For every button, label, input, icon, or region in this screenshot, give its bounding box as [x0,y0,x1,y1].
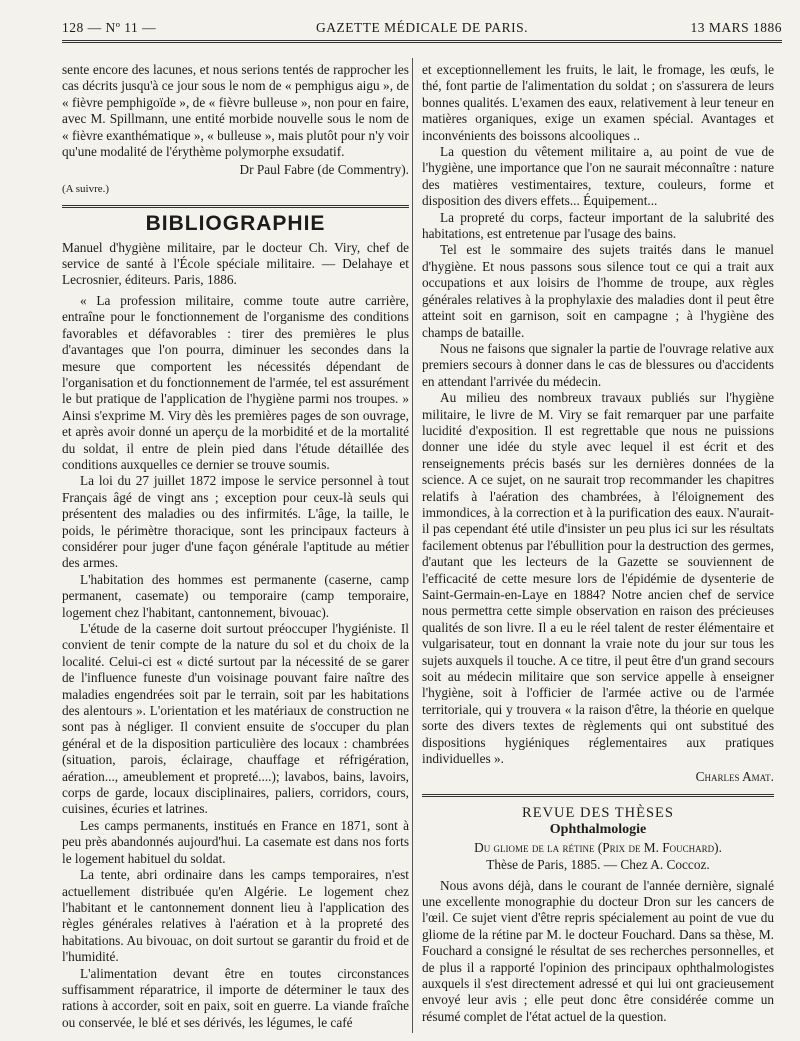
section-divider [62,205,409,208]
body-paragraph: Au milieu des nombreux travaux publiés sur l'hygiène militaire, le livre de M. Viry se fait remarquer par une parfaite lucidité d'exposition. Il est regrettable que nous ne puissions donner une idée du style avec lequel il est écrit et des renseignements précis basés sur les dernières données de la science. A ce sujet, on ne saurait trop recommander les chapitres relatifs à l'aération des chambrées, à l'éloignement des immondices, à la correction et à la purification des eaux. N'aurait-il pas cependant été utile d'insister un peu plus ici sur les résultats facilement obtenus par l'ébullition pour la destruction des germes, d'autant que les lecteurs de la Gazette se souviennent de l'efficacité de cette mesure lors de l'épidémie de dysenterie de Saint-Germain-en-Laye en 1884? Notre ancien chef de service nous permettra cette simple observation en raison des précieuses qualités de son livre. Il a eu le réel talent de rester élémentaire et vulgarisateur, tout en donnant la vraie note du jour sur tous les sujets auxquels il touche. A ce titre, il peut être d'un grand secours soit au médecin militaire que son service appelle à enseigner l'hygiène, soit à l'officier de l'armée active ou de l'armée territoriale, qui y trouvera « la raison d'être, la théorie en quelque sorte des divers textes de règlements qui ont substitué des dispositions hygiéniques réglementaires aux pratiques individuelles ». [422,390,774,767]
thesis-reference: Thèse de Paris, 1885. — Chez A. Coccoz. [486,857,710,873]
body-paragraph: La loi du 27 juillet 1872 impose le service personnel à tout Français âgé de vingt ans ; exception pour ceux-là seuls qui présentent des maladies ou des infirmités. L'âge, la taille, le poids, le périmètre thoracique, sont les principaux facteurs à considérer pour juger d'une façon générale l'aptitude au métier des armes. [62,473,409,571]
body-paragraph: L'étude de la caserne doit surtout préoccuper l'hygiéniste. Il convient de tenir compte de la nature du sol et du choix de la localité. Celui-ci est « dicté surtout par la nécessité de se garer de l'influence funeste d'un voisinage pouvant faire naître des maladies engendrées soit par le terrain, soit par les habitations des alentours ». L'orientation et les matériaux de construction ne sont pas à négliger. Il convient ensuite de s'occuper du plan général et de la disposition particulière des locaux : chambrées (situation, parois, éclairage, chauffage et réfrigération, aération..., ameublement et propreté....); lavabos, bains, lavoirs, corps de garde, locaux disciplinaires, paliers, corridors, cours, cuisines, écuries et latrines. [62,621,409,817]
section-divider [422,794,774,797]
right-column [422,62,774,1025]
issue-date: 13 MARS 1886 [690,20,782,35]
body-paragraph: L'alimentation devant être en toutes circonstances suffisamment réparatrice, il importe de déterminer le taux des rations à accorder, soit en paix, soit en guerre. La viande fraîche ou conservée, le blé et ses dérivés, les légumes, le café [62,965,409,1030]
thesis-title: Du gliome de la rétine (Prix de M. Fouchard). [474,839,722,855]
page-number: 128 — Nº 11 — [62,20,157,35]
body-paragraph: « La profession militaire, comme toute autre carrière, entraîne pour le fonctionnement de l'organisme des conditions favorables et défavorables : tirer des premières le plus d'avantages que l'on pourra, diminuer les secondes dans la mesure que comportent les nécessités dépendant de l'organisation et du fonctionnement de l'armée, tel est assurément le but pratique de l'application de l'hygiène parmi nos troupes. » Ainsi s'exprime M. Viry dès les premières pages de son ouvrage, et après avoir donné un aperçu de la morbidité et de la mortalité du soldat, il entre de plein pied dans l'étude détaillée des conditions auxquelles ce dernier se trouve soumis. [62,292,409,472]
header-rule [62,40,782,43]
body-paragraph: La tente, abri ordinaire dans les camps temporaires, n'est actuellement distribuée qu'en Algérie. Le logement chez l'habitant et le cantonnement donnent lieu à l'application des règles générales relatives à l'aération et à la propreté des habitations. Au bivouac, on doit surtout se garantir du froid et de l'humidité. [62,867,409,965]
revue-subtitle: Ophthalmologie [549,822,647,838]
body-paragraph: Nous avons déjà, dans le courant de l'année dernière, signalé une excellente monographie du docteur Dron sur les cancers de l'œil. Ce sujet vient d'être repris spécialement au point de vue du gliome de la rétine par M. le docteur Fouchard. Dans sa thèse, M. Fouchard a consigné le résultat de ses recherches personnelles, et de plus il a rapporté l'opinion des principaux ophthalmologistes auxquels il s'est directement adressé et qui lui ont gracieusement envoyé leur avis ; elle peut donc être considérée comme un résumé complet de l'état actuel de la question. [422,877,774,1024]
left-column [62,62,409,1031]
body-paragraph: et exceptionnellement les fruits, le lait, le fromage, les œufs, le thé, font partie de l'alimentation du soldat ; on s'assurera de leurs bonnes qualités. L'examen des eaux, relativement à leur teneur en matières organiques, exige un examen spécial. Avantages et inconvénients des boissons alcooliques .. [422,62,774,143]
body-paragraph: Nous ne faisons que signaler la partie de l'ouvrage relative aux premiers secours à donner dans le cas de blessures ou d'accidents en attendant l'arrivée du médecin. [422,340,774,389]
continued-note: (A suivre.) [62,182,110,195]
book-reference: Manuel d'hygiène militaire, par le docteur Ch. Viry, chef de service de santé à l'École spéciale militaire. — Delahaye et Lecrosnier, éditeurs. Paris, 1886. [62,239,409,288]
page-header [62,16,782,38]
column-divider [412,58,413,1033]
body-paragraph: La propreté du corps, facteur important de la salubrité des habitations, est entretenue par l'usage des bains. [422,209,774,242]
body-paragraph: La question du vêtement militaire a, au point de vue de l'hygiène, une importance que l'on ne saurait méconnaître : nature des matières vestimentaires, texture, couleurs, forme et disposition des divers effets... Équipement... [422,144,774,209]
author-signature: Dr Paul Fabre (de Commentry). [239,162,409,178]
body-paragraph: Les camps permanents, institués en France en 1871, sont à peu près abandonnés aujourd'hui. La casemate est dans nos forts le logement habituel du soldat. [62,817,409,866]
review-signature: Charles Amat. [695,769,774,785]
body-paragraph: L'habitation des hommes est permanente (caserne, camp permanent, casemate) ou temporaire (camp temporaire, logement chez l'habitant, cantonnement, bivouac). [62,571,409,620]
body-paragraph: Tel est le sommaire des sujets traités dans le manuel d'hygiène. Et nous passons sous silence tout ce qui a trait aux occupations et aux loisirs de l'homme de troupe, aux règles générales relatives à la prophylaxie des maladies dont il peut être atteint soit en garnison, soit en campagne ; à l'hygiène des champs de bataille. [422,242,774,340]
section-title: BIBLIOGRAPHIE [145,212,326,236]
intro-paragraph: sente encore des lacunes, et nous serions tentés de rapprocher les cas décrits jusqu'à ce jour sous le nom de « pemphigus aigu », de « fièvre pemphigoïde », de « fièvre bulleuse », non pour en faire, avec M. Spillmann, une entité morbide nouvelle sous le nom de « fièvre exanthématique », « bulleuse », mais plutôt pour n'y voir qu'une modalité de l'érythème polymorphe exsudatif. [62,62,409,160]
revue-title: REVUE DES THÈSES [522,804,674,821]
journal-title: GAZETTE MÉDICALE DE PARIS. [316,20,528,35]
